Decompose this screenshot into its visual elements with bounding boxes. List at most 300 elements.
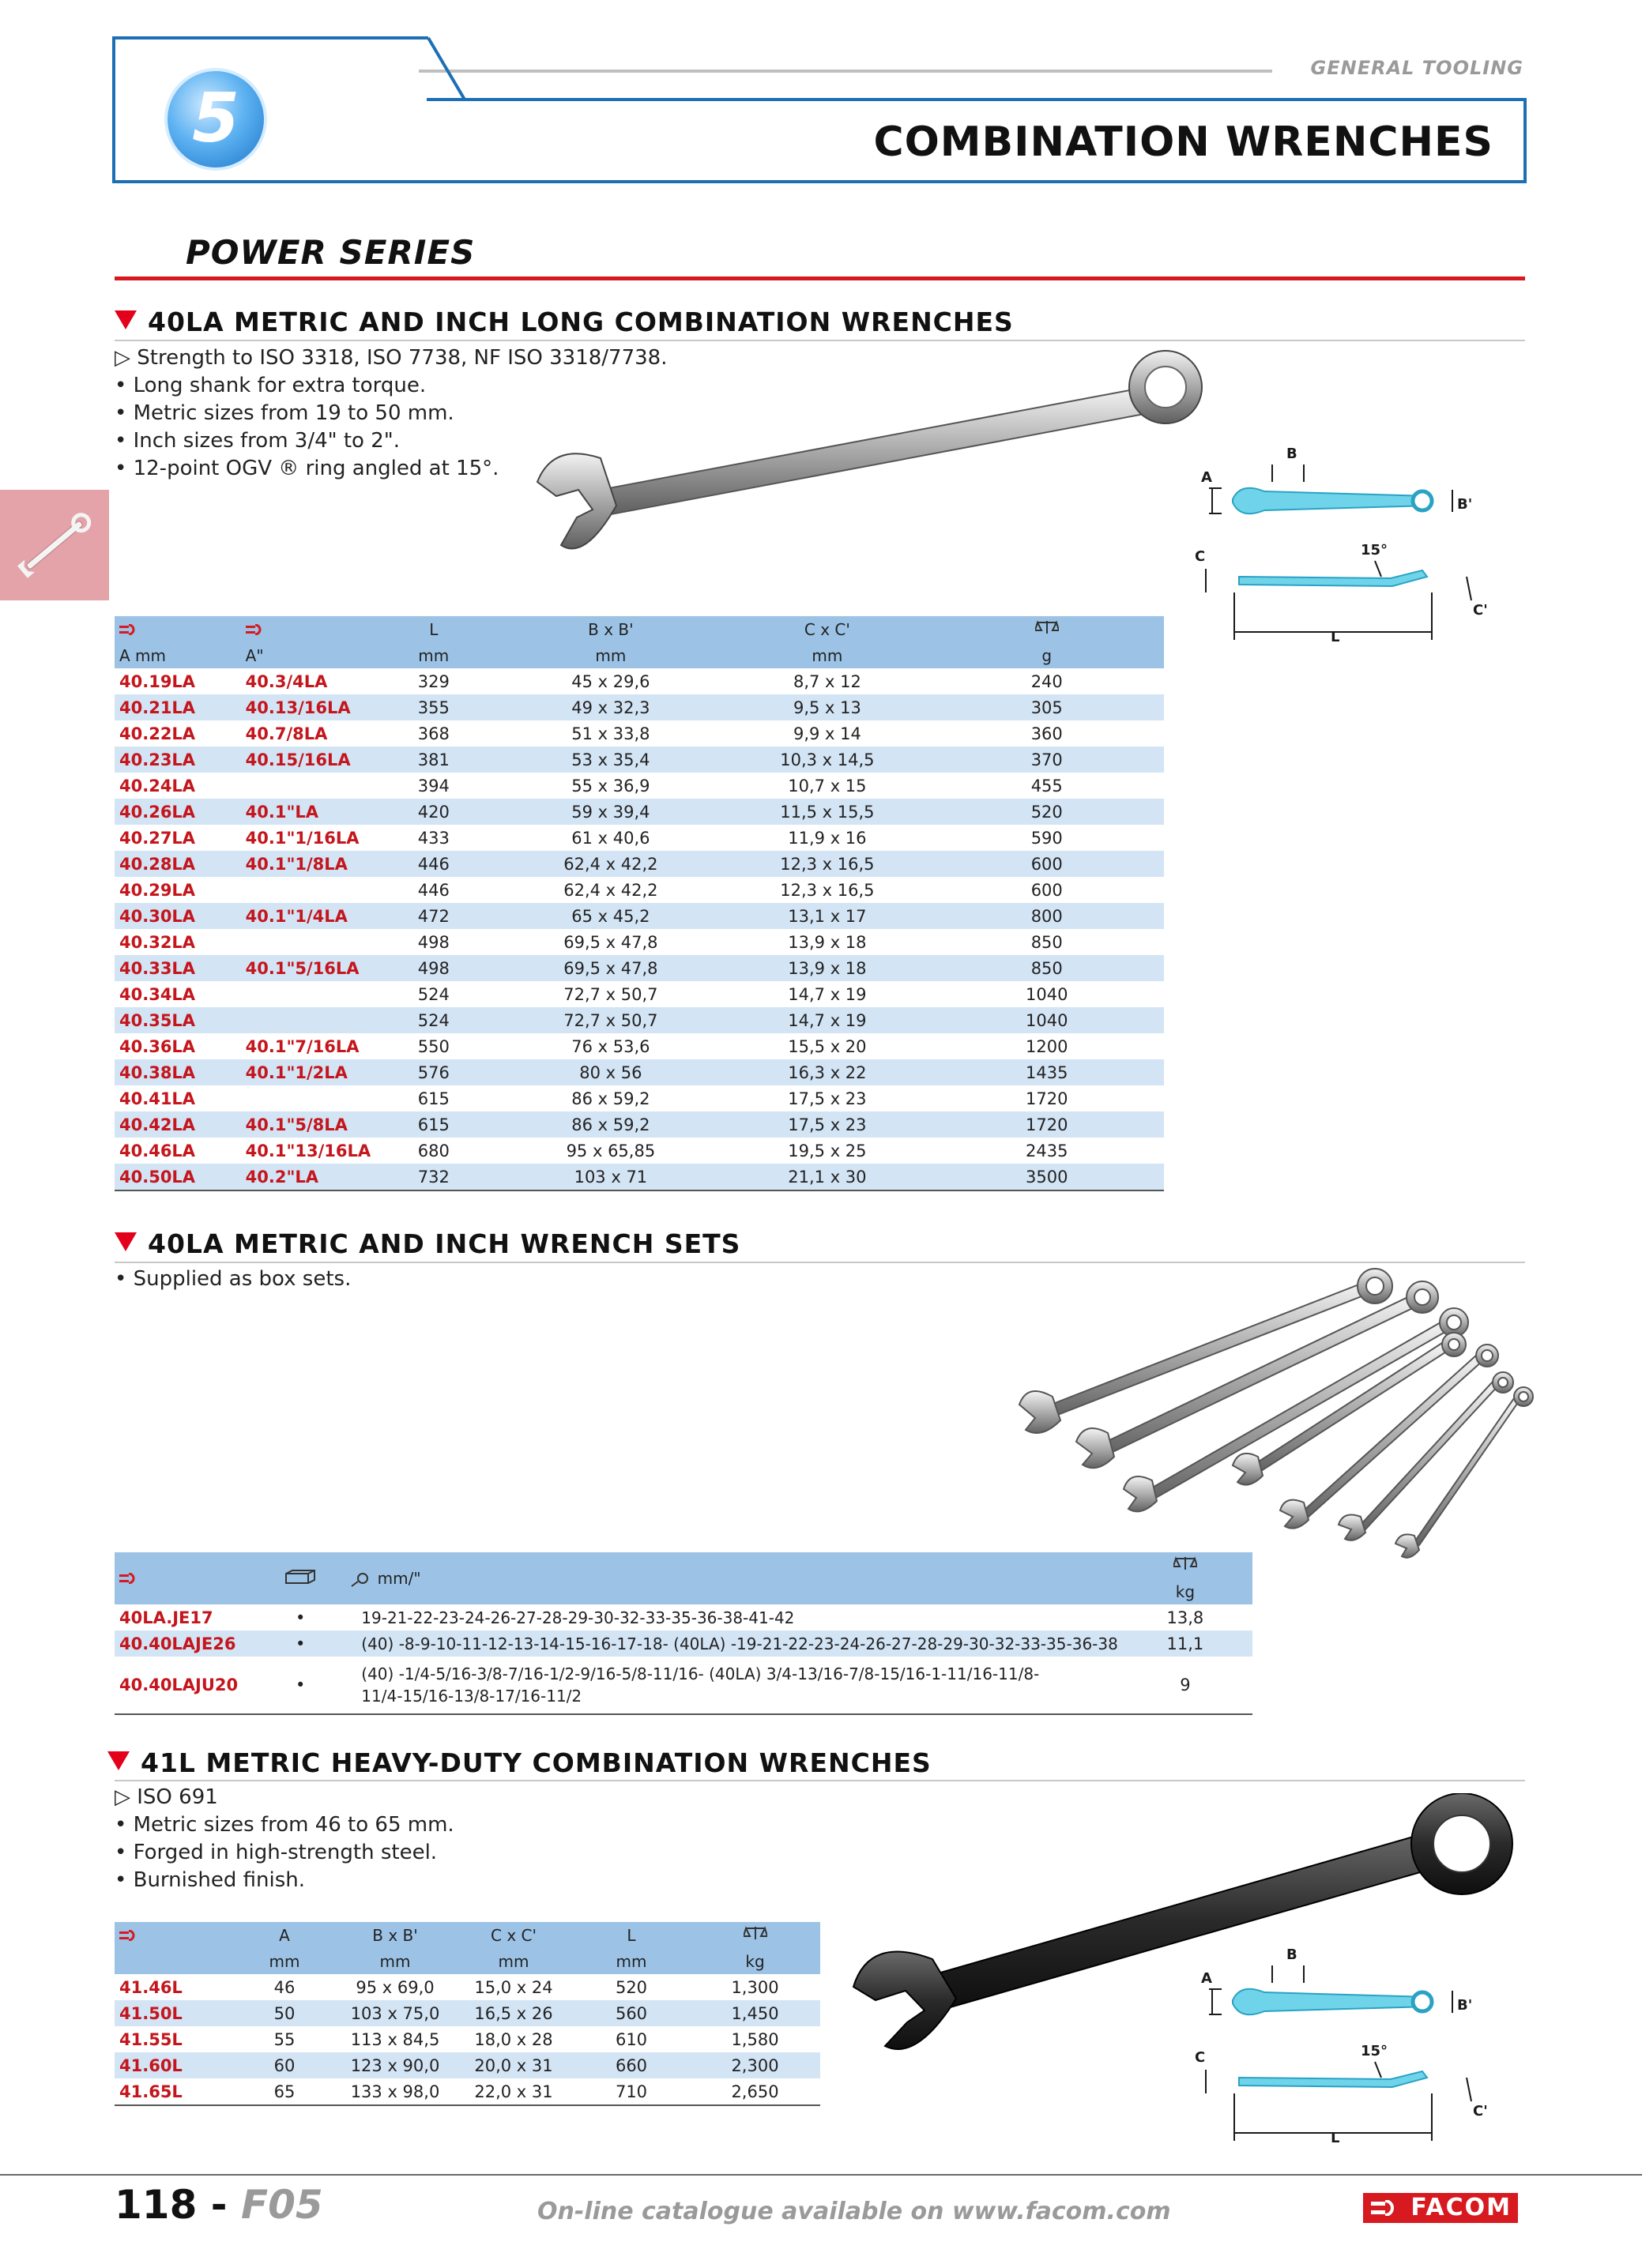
table-cell: 610	[615, 2029, 648, 2049]
bullet: • Long shank for extra torque.	[115, 374, 427, 397]
footer-rule	[0, 2174, 1642, 2176]
section3-title-text: 41L METRIC HEAVY-DUTY COMBINATION WRENCHES	[141, 1747, 932, 1778]
table-row	[115, 799, 1164, 825]
table-cell: 16,5 x 26	[454, 2000, 573, 2026]
product-ref: 41.55L	[119, 2029, 183, 2049]
product-ref: 40.13/16LA	[241, 694, 371, 720]
table-row	[115, 1164, 1164, 1190]
table-row	[115, 1657, 1252, 1714]
table-cell: 1040	[1026, 984, 1068, 1004]
weight-scale-icon	[1173, 1555, 1197, 1571]
col-header: mm	[336, 1948, 454, 1974]
bullet: • Inch sizes from 3/4" to 2".	[115, 429, 400, 453]
weight-scale-icon	[1035, 619, 1059, 635]
diagram-label-a: A	[1201, 469, 1212, 486]
table-cell: 394	[417, 776, 450, 795]
table-cell: 1,300	[731, 1977, 779, 1997]
table-cell: 53 x 35,4	[496, 747, 725, 773]
chapter-badge: 5	[164, 68, 267, 171]
diagram-label-b: B	[1286, 1946, 1297, 1963]
bullet: • Forged in high-strength steel.	[115, 1841, 438, 1864]
box-mark: •	[255, 1630, 345, 1657]
page-title: COMBINATION WRENCHES	[873, 118, 1493, 166]
table-row	[115, 720, 1164, 747]
product-ref: 41.50L	[115, 2000, 233, 2026]
table-cell: 51 x 33,8	[571, 724, 650, 743]
col-header-weight	[690, 1922, 820, 1948]
table-cell: 18,0 x 28	[474, 2029, 553, 2049]
side-tab	[0, 490, 109, 600]
product-ref	[241, 1007, 371, 1033]
product-ref: 40LA.JE17	[119, 1608, 213, 1627]
table-cell: 800	[929, 903, 1164, 929]
table-cell: 45 x 29,6	[571, 671, 650, 691]
table-cell: 550	[417, 1036, 450, 1056]
bullet: • Supplied as box sets.	[115, 1267, 352, 1291]
table-cell: 615	[417, 1089, 450, 1108]
diagram-label-b-prime: B'	[1457, 1997, 1473, 2014]
product-ref: 40.19LA	[119, 671, 196, 691]
product-ref: 40.46LA	[119, 1141, 196, 1160]
brand-logo	[1363, 2193, 1518, 2223]
product-ref: 40.1"1/16LA	[245, 828, 360, 848]
table-cell: 14,7 x 19	[725, 1007, 929, 1033]
product-ref: 40.28LA	[115, 851, 241, 877]
table-cell: 8,7 x 12	[793, 671, 861, 691]
table-cell: 1720	[929, 1111, 1164, 1138]
col-header: mm	[454, 1948, 573, 1974]
weight: 13,8	[1166, 1608, 1204, 1627]
table-row	[115, 955, 1164, 981]
product-ref: 40.30LA	[115, 903, 241, 929]
col-header-sizes-label: mm/"	[377, 1568, 421, 1588]
table-cell: 11,5 x 15,5	[725, 799, 929, 825]
table-row	[115, 2026, 820, 2052]
table-cell: 472	[371, 903, 496, 929]
col-header: L	[573, 1922, 690, 1948]
col-header-weight	[929, 616, 1164, 642]
table-cell: 329	[417, 671, 450, 691]
table-cell: 360	[1030, 724, 1063, 743]
table-cell: 21,1 x 30	[725, 1164, 929, 1190]
table-cell: 103 x 75,0	[336, 2000, 454, 2026]
weight-scale-icon	[744, 1925, 767, 1941]
table-header-row	[115, 1948, 820, 1974]
table-cell: 12,3 x 16,5	[780, 880, 875, 900]
table-cell: 1040	[929, 1007, 1164, 1033]
table-cell: 615	[371, 1111, 496, 1138]
diagram-label-angle: 15°	[1361, 542, 1388, 559]
series-title: POWER SERIES	[186, 233, 476, 272]
table-cell: 103 x 71	[496, 1164, 725, 1190]
set-sizes: (40) -8-9-10-11-12-13-14-15-16-17-18- (40LA) -19-21-22-23-24-26-27-28-29-30-32-33-35-36-38	[345, 1630, 1118, 1657]
table-cell: 850	[929, 955, 1164, 981]
table-cell: 520	[929, 799, 1164, 825]
product-ref: 40.50LA	[115, 1164, 241, 1190]
col-header-sizes	[345, 1552, 1118, 1604]
product-ref: 40.1"1/2LA	[241, 1059, 371, 1085]
product-ref: 40.22LA	[119, 724, 196, 743]
table-cell: 660	[573, 2052, 690, 2078]
product-ref: 40.27LA	[119, 828, 196, 848]
product-ref: 40.29LA	[119, 880, 196, 900]
table-cell: 69,5 x 47,8	[496, 955, 725, 981]
table-row	[115, 1085, 1164, 1111]
bullet: • Metric sizes from 46 to 65 mm.	[115, 1813, 454, 1837]
table-cell: 95 x 65,85	[566, 1141, 656, 1160]
section2-title	[115, 1228, 740, 1259]
table-cell: 355	[371, 694, 496, 720]
table-cell: 62,4 x 42,2	[496, 851, 725, 877]
section3-bullets	[115, 1784, 454, 1894]
section1-title-text: 40LA METRIC AND INCH LONG COMBINATION WRENCHES	[148, 307, 1014, 337]
table-row	[115, 694, 1164, 720]
product-ref: 40.38LA	[115, 1059, 241, 1085]
table-cell: 1200	[1026, 1036, 1068, 1056]
col-header: g	[929, 642, 1164, 668]
table-cell: 732	[371, 1164, 496, 1190]
table-cell: 113 x 84,5	[350, 2029, 440, 2049]
section2-rule	[115, 1262, 1525, 1263]
table-cell: 498	[371, 955, 496, 981]
facom-ref-icon	[119, 624, 140, 635]
diagram-label-b-prime: B'	[1457, 496, 1473, 513]
product-ref: 40.35LA	[115, 1007, 241, 1033]
table-cell: 524	[417, 984, 450, 1004]
section3-table-body	[115, 1974, 820, 2105]
product-ref: 40.1"1/8LA	[241, 851, 371, 877]
section2-table	[115, 1552, 1252, 1715]
table-cell: 17,5 x 23	[725, 1111, 929, 1138]
table-cell: 560	[573, 2000, 690, 2026]
table-cell: 455	[1030, 776, 1063, 795]
col-header: mm	[725, 642, 929, 668]
col-header: mm	[573, 1948, 690, 1974]
col-header: mm	[371, 642, 496, 668]
table-cell: 76 x 53,6	[571, 1036, 650, 1056]
weight: 9	[1118, 1657, 1252, 1714]
table-cell: 13,9 x 18	[725, 955, 929, 981]
table-cell: 600	[929, 851, 1164, 877]
col-header: L	[371, 616, 496, 642]
table-row	[115, 877, 1164, 903]
facom-ref-icon	[119, 1930, 140, 1941]
product-ref: 40.41LA	[119, 1089, 196, 1108]
product-ref: 40.7/8LA	[245, 724, 328, 743]
col-header: B x B'	[336, 1922, 454, 1948]
product-ref: 40.1"LA	[241, 799, 371, 825]
facom-ref-icon	[119, 1573, 140, 1584]
red-triangle-icon	[115, 310, 137, 329]
product-ref	[241, 981, 371, 1007]
col-header: C x C'	[725, 616, 929, 642]
section1-title	[115, 307, 1014, 337]
table-cell: 55 x 36,9	[571, 776, 650, 795]
col-header: C x C'	[454, 1922, 573, 1948]
product-ref: 40.2"LA	[241, 1164, 371, 1190]
col-header: kg	[1118, 1578, 1252, 1604]
product-ref: 40.32LA	[119, 932, 196, 952]
table-cell: 15,0 x 24	[474, 1977, 553, 1997]
table-cell: 446	[371, 851, 496, 877]
section3-table	[115, 1922, 820, 2106]
table-row	[115, 1138, 1164, 1164]
col-header: mm	[496, 642, 725, 668]
table-cell: 2,650	[690, 2078, 820, 2105]
table-cell: 49 x 32,3	[496, 694, 725, 720]
col-header-box	[255, 1552, 345, 1604]
product-ref: 40.24LA	[119, 776, 196, 795]
product-ref: 41.46L	[119, 1977, 183, 1997]
table-cell: 368	[417, 724, 450, 743]
table-cell: 2,300	[690, 2052, 820, 2078]
red-triangle-icon	[115, 1232, 137, 1251]
section1-table	[115, 616, 1164, 1191]
table-cell: 86 x 59,2	[571, 1089, 650, 1108]
table-cell: 433	[417, 828, 450, 848]
header-frame-slant	[363, 36, 468, 107]
table-row	[115, 1974, 820, 2000]
table-row	[115, 2052, 820, 2078]
table-header-row	[115, 1922, 820, 1948]
wrench-size-icon	[350, 1570, 372, 1588]
table-cell: 710	[573, 2078, 690, 2105]
table-cell: 95 x 69,0	[356, 1977, 435, 1997]
table-cell: 850	[1030, 932, 1063, 952]
table-cell: 123 x 90,0	[336, 2052, 454, 2078]
table-cell: 1,580	[731, 2029, 779, 2049]
table-cell: 65 x 45,2	[496, 903, 725, 929]
table-cell: 55	[273, 2029, 296, 2049]
table-cell: 2435	[1026, 1141, 1068, 1160]
product-ref	[241, 877, 371, 903]
table-cell: 381	[371, 747, 496, 773]
bullet: • Metric sizes from 19 to 50 mm.	[115, 401, 454, 425]
table-header-row	[115, 616, 1164, 642]
bullet: ▷ Strength to ISO 3318, ISO 7738, NF ISO 3318/7738.	[115, 346, 668, 370]
diagram-label-c-prime: C'	[1473, 602, 1488, 619]
table-cell: 12,3 x 16,5	[725, 851, 929, 877]
section3-rule	[115, 1780, 1525, 1781]
table-cell: 61 x 40,6	[571, 828, 650, 848]
set-sizes	[345, 1657, 1118, 1714]
col-header: A mm	[115, 642, 241, 668]
table-cell: 3500	[929, 1164, 1164, 1190]
col-header	[115, 1948, 233, 1974]
product-ref	[241, 773, 371, 799]
table-row	[115, 1630, 1252, 1657]
weight: 11,1	[1118, 1630, 1252, 1657]
product-ref: 40.36LA	[119, 1036, 196, 1056]
section3-title	[107, 1747, 932, 1778]
table-cell: 600	[1030, 880, 1063, 900]
table-cell: 240	[1030, 671, 1063, 691]
set-sizes: 19-21-22-23-24-26-27-28-29-30-32-33-35-36-38-41-42	[361, 1608, 795, 1627]
table-cell: 576	[371, 1059, 496, 1085]
facom-logo-icon	[1371, 2200, 1403, 2216]
diagram-label-a: A	[1201, 1970, 1212, 1987]
table-cell: 370	[929, 747, 1164, 773]
table-row	[115, 1007, 1164, 1033]
red-triangle-icon	[107, 1751, 130, 1770]
section1-table-body	[115, 668, 1164, 1190]
wrench-dimension-diagram	[1185, 442, 1501, 656]
header-top-rule	[419, 70, 1272, 73]
table-cell: 17,5 x 23	[788, 1089, 867, 1108]
table-cell: 86 x 59,2	[496, 1111, 725, 1138]
table-cell: 62,4 x 42,2	[563, 880, 658, 900]
table-cell: 80 x 56	[496, 1059, 725, 1085]
table-cell: 680	[417, 1141, 450, 1160]
table-cell: 498	[417, 932, 450, 952]
table-cell: 524	[371, 1007, 496, 1033]
table-cell: 59 x 39,4	[496, 799, 725, 825]
product-ref: 41.65L	[115, 2078, 233, 2105]
col-header: kg	[690, 1948, 820, 1974]
table-cell: 22,0 x 31	[454, 2078, 573, 2105]
table-cell: 15,5 x 20	[788, 1036, 867, 1056]
table-cell: 72,7 x 50,7	[563, 984, 658, 1004]
diagram-label-angle: 15°	[1361, 2043, 1388, 2059]
set-sizes-line2: 11/4-15/16-13/8-17/16-11/2	[361, 1687, 582, 1706]
product-ref: 40.1"1/4LA	[241, 903, 371, 929]
diagram-label-c: C	[1195, 2049, 1206, 2066]
col-header-ref	[115, 1552, 255, 1604]
col-header: A"	[241, 642, 371, 668]
table-cell: 72,7 x 50,7	[496, 1007, 725, 1033]
table-cell: 14,7 x 19	[788, 984, 867, 1004]
table-cell: 9,5 x 13	[725, 694, 929, 720]
table-cell: 20,0 x 31	[454, 2052, 573, 2078]
diagram-label-l: L	[1331, 629, 1340, 645]
table-row	[115, 747, 1164, 773]
series-rule	[115, 276, 1525, 280]
table-cell: 50	[233, 2000, 336, 2026]
product-ref: 40.1"13/16LA	[245, 1141, 371, 1160]
diagram-label-b: B	[1286, 446, 1297, 462]
table-cell: 10,3 x 14,5	[725, 747, 929, 773]
table-header-row	[115, 1552, 1252, 1578]
set-sizes-line1: (40) -1/4-5/16-3/8-7/16-1/2-9/16-5/8-11/16- (40LA) 3/4-13/16-7/8-15/16-1-11/16-11/8-	[361, 1664, 1040, 1683]
table-cell: 590	[1030, 828, 1063, 848]
box-case-icon	[284, 1570, 316, 1584]
product-ref: 41.60L	[115, 2052, 233, 2078]
product-ref	[241, 929, 371, 955]
table-row	[115, 825, 1164, 851]
table-cell: 60	[233, 2052, 336, 2078]
section2-bullets	[115, 1266, 351, 1293]
table-cell: 1720	[1026, 1089, 1068, 1108]
catalogue-url-text: On-line catalogue available on www.facom.com	[537, 2198, 1171, 2225]
table-row	[115, 1059, 1164, 1085]
facom-ref-icon	[246, 624, 266, 635]
wrench-dimension-diagram-2	[1185, 1943, 1501, 2157]
header-category: GENERAL TOOLING	[1310, 57, 1523, 79]
table-cell: 305	[929, 694, 1164, 720]
diagram-label-c-prime: C'	[1473, 2103, 1488, 2119]
table-cell: 1435	[929, 1059, 1164, 1085]
table-cell: 446	[417, 880, 450, 900]
table-cell: 65	[233, 2078, 336, 2105]
col-header-ref-metric	[115, 616, 241, 642]
table-row	[115, 668, 1164, 694]
diagram-label-c: C	[1195, 548, 1206, 565]
product-ref: 40.3/4LA	[245, 671, 328, 691]
product-ref: 40.40LAJU20	[115, 1657, 255, 1714]
table-cell: 420	[371, 799, 496, 825]
product-ref: 40.23LA	[115, 747, 241, 773]
box-mark: •	[296, 1608, 306, 1627]
page-number	[115, 2182, 323, 2228]
bullet: • 12-point OGV ® ring angled at 15°.	[115, 457, 499, 480]
section1-rule	[115, 340, 1525, 341]
table-cell: 46	[273, 1977, 296, 1997]
box-mark: •	[255, 1657, 345, 1714]
table-cell: 13,9 x 18	[788, 932, 867, 952]
product-ref: 40.21LA	[115, 694, 241, 720]
brand-name: FACOM	[1410, 2194, 1512, 2221]
table-row	[115, 773, 1164, 799]
wrench-icon	[0, 490, 109, 600]
product-ref: 40.42LA	[115, 1111, 241, 1138]
long-wrench-image	[529, 348, 1241, 569]
table-cell: 520	[615, 1977, 648, 1997]
product-ref: 40.1"5/8LA	[241, 1111, 371, 1138]
table-cell: 13,1 x 17	[725, 903, 929, 929]
product-ref: 40.34LA	[119, 984, 196, 1004]
bullet: • Burnished finish.	[115, 1868, 306, 1892]
table-row	[115, 2000, 820, 2026]
table-cell: 10,7 x 15	[788, 776, 867, 795]
bullet: ▷ ISO 691	[115, 1785, 218, 1809]
table-cell: 16,3 x 22	[725, 1059, 929, 1085]
table-row	[115, 929, 1164, 955]
col-header-ref	[115, 1922, 233, 1948]
table-header-row	[115, 642, 1164, 668]
table-cell: 19,5 x 25	[788, 1141, 867, 1160]
product-ref: 40.1"7/16LA	[245, 1036, 360, 1056]
table-row	[115, 1111, 1164, 1138]
col-header: mm	[233, 1948, 336, 1974]
table-row	[115, 1604, 1252, 1630]
product-ref: 40.33LA	[115, 955, 241, 981]
col-header: A	[233, 1922, 336, 1948]
product-ref: 40.1"5/16LA	[241, 955, 371, 981]
product-ref: 40.15/16LA	[241, 747, 371, 773]
table-cell: 69,5 x 47,8	[563, 932, 658, 952]
diagram-label-l: L	[1331, 2130, 1340, 2146]
table-cell: 9,9 x 14	[793, 724, 861, 743]
page-number-value: 118 -	[115, 2182, 228, 2228]
table-row	[115, 981, 1164, 1007]
col-header-weight	[1118, 1552, 1252, 1578]
table-row	[115, 1033, 1164, 1059]
table-row	[115, 851, 1164, 877]
table-cell: 11,9 x 16	[788, 828, 867, 848]
table-cell: 1,450	[690, 2000, 820, 2026]
page-code: F05	[240, 2182, 323, 2228]
product-ref: 40.26LA	[115, 799, 241, 825]
wrench-set-image	[1004, 1264, 1541, 1572]
product-ref	[241, 1085, 371, 1111]
section2-title-text: 40LA METRIC AND INCH WRENCH SETS	[148, 1228, 741, 1259]
col-header: B x B'	[496, 616, 725, 642]
product-ref: 40.40LAJE26	[115, 1630, 255, 1657]
table-row	[115, 903, 1164, 929]
col-header-ref-inch	[241, 616, 371, 642]
table-cell: 133 x 98,0	[336, 2078, 454, 2105]
table-row	[115, 2078, 820, 2105]
